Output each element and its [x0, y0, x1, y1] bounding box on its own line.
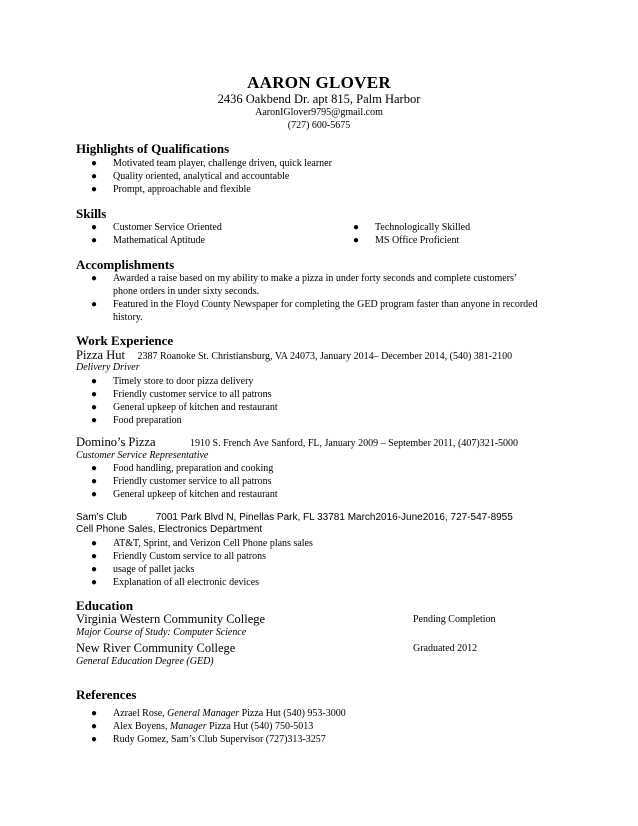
bullet-icon: ●: [91, 402, 98, 413]
list-item: ● AT&T, Sprint, and Verizon Cell Phone plans sales: [91, 538, 313, 549]
bullet-icon: ●: [91, 538, 98, 549]
bullet-icon: ●: [91, 564, 98, 575]
job-header: [76, 512, 513, 523]
job-header: [76, 435, 518, 450]
email: AaronIGlover9795@gmail.com: [255, 107, 383, 118]
duties-list: [0, 462, 278, 501]
list-item: ● General upkeep of kitchen and restaurant: [91, 489, 278, 500]
list-item: ● Friendly customer service to all patrons: [91, 389, 272, 400]
skills-list-right: [262, 221, 470, 247]
bullet-icon: ●: [91, 577, 98, 588]
bullet-icon: ●: [353, 222, 360, 233]
address: 2436 Oakbend Dr. apt 815, Palm Harbor: [217, 92, 421, 106]
duties-list: [0, 375, 278, 427]
list-item: ● Food handling, preparation and cooking: [91, 463, 274, 474]
bullet-icon: ●: [91, 463, 98, 474]
applicant-name: AARON GLOVER: [247, 73, 391, 92]
bullet-icon: ●: [91, 708, 98, 719]
employer: Domino’s Pizza: [76, 435, 156, 449]
job-details: 2387 Roanoke St. Christiansburg, VA 24073, January 2014– December 2014, (540) 381-2100: [137, 351, 513, 362]
education-status: Pending Completion: [413, 614, 496, 625]
list-item: ● General upkeep of kitchen and restaurant: [91, 402, 278, 413]
list-item: ● Technologically Skilled: [353, 222, 471, 233]
list-item: ● Quality oriented, analytical and accountable: [91, 171, 290, 182]
bullet-icon: ●: [91, 235, 98, 246]
list-item: ● Friendly customer service to all patrons: [91, 476, 272, 487]
list-item: ● Mathematical Aptitude: [91, 235, 205, 246]
skills-list-left: [0, 221, 222, 247]
accomplishments-heading: Accomplishments: [76, 257, 175, 272]
phone: (727) 600-5675: [287, 120, 351, 131]
job-details: 1910 S. French Ave Sanford, FL, January 2009 – September 2011, (407)321-5000: [190, 438, 519, 449]
list-item: ● Azrael Rose, General Manager Pizza Hut (540) 953-3000: [91, 708, 346, 719]
education-status: Graduated 2012: [413, 643, 478, 654]
list-item: ● Explanation of all electronic devices: [91, 577, 260, 588]
work-heading: Work Experience: [76, 333, 174, 348]
skills-heading: Skills: [76, 206, 107, 221]
bullet-icon: ●: [91, 299, 98, 310]
highlights-list: [0, 157, 332, 196]
list-item: ● usage of pallet jacks: [91, 564, 195, 575]
bullet-icon: ●: [91, 158, 98, 169]
list-item: ● Friendly Custom service to all patrons: [91, 551, 267, 562]
bullet-icon: ●: [91, 376, 98, 387]
bullet-icon: ●: [91, 415, 98, 426]
bullet-icon: ●: [91, 489, 98, 500]
bullet-icon: ●: [91, 171, 98, 182]
bullet-icon: ●: [91, 184, 98, 195]
bullet-icon: ●: [91, 222, 98, 233]
list-item: ● Alex Boyens, Manager Pizza Hut (540) 750-5013: [91, 721, 314, 732]
job-role: Delivery Driver: [76, 362, 140, 373]
list-item: ● Customer Service Oriented: [91, 222, 222, 233]
bullet-icon: ●: [91, 273, 98, 284]
education-heading: Education: [76, 598, 134, 613]
references-list: [0, 707, 346, 746]
bullet-icon: ●: [91, 734, 98, 745]
bullet-icon: ●: [353, 235, 360, 246]
accomplishments-list: [0, 272, 538, 324]
education-detail: General Education Degree (GED): [76, 656, 214, 667]
job-role: Cell Phone Sales, Electronics Department: [76, 524, 263, 535]
list-item: ● Motivated team player, challenge driven, quick learner: [91, 158, 332, 169]
bullet-icon: ●: [91, 721, 98, 732]
job-header: [76, 348, 512, 363]
bullet-icon: ●: [91, 389, 98, 400]
list-item: ● MS Office Proficient: [353, 235, 460, 246]
school-name: New River Community College: [76, 641, 236, 655]
list-item: ● Timely store to door pizza delivery: [91, 376, 254, 387]
list-item: ● Featured in the Floyd County Newspaper for completing the GED program faster than anyone in recorded history.: [91, 299, 538, 323]
employer: Sam’s Club: [76, 512, 127, 523]
job-role: Customer Service Representative: [76, 450, 209, 461]
duties-list: [0, 537, 313, 589]
school-name: Virginia Western Community College: [76, 612, 266, 626]
list-item: ● Food preparation: [91, 415, 182, 426]
employer: Pizza Hut: [76, 348, 125, 362]
list-item: ● Rudy Gomez, Sam’s Club Supervisor (727)313-3257: [91, 734, 326, 745]
references-heading: References: [76, 687, 137, 702]
list-item: ● Awarded a raise based on my ability to make a pizza in under forty seconds and complete customers’ phone orders in under sixty seconds.: [91, 273, 518, 297]
education-detail: Major Course of Study: Computer Science: [76, 627, 247, 638]
highlights-heading: Highlights of Qualifications: [76, 141, 230, 156]
bullet-icon: ●: [91, 551, 98, 562]
bullet-icon: ●: [91, 476, 98, 487]
job-details: 7001 Park Blvd N, Pinellas Park, FL 33781 March2016-June2016, 727-547-8955: [155, 512, 513, 523]
list-item: ● Prompt, approachable and flexible: [91, 184, 251, 195]
